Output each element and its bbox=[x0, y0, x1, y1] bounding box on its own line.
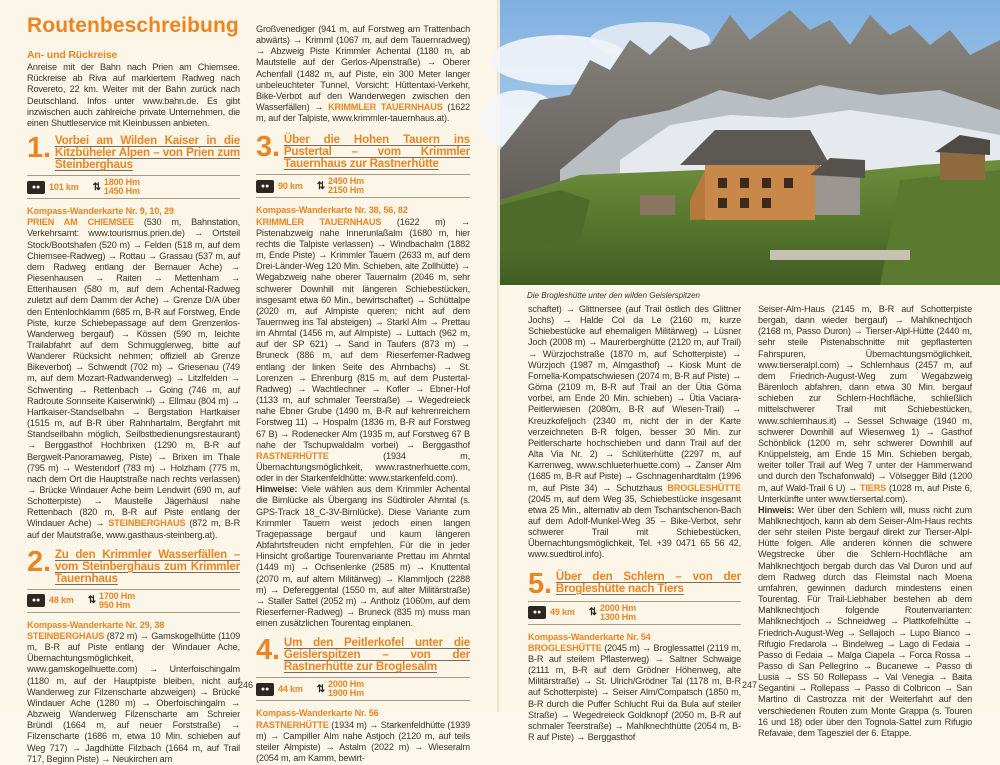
elevation-up: 1800 Hm bbox=[103, 177, 140, 188]
elevation-up: 2000 Hm bbox=[328, 679, 364, 690]
route-start: BROGLESHÜTTE bbox=[528, 642, 602, 653]
route-waypoint: BROGLESHÜTTE bbox=[667, 482, 742, 493]
map-reference: Kompass-Wanderkarte Nr. 29, 38 bbox=[27, 619, 165, 630]
intro-text: Anreise mit der Bahn nach Prien am Chiemsee. Rückreise ab Riva auf markiertem Radweg nach Rovereto, 22 km. Weiter mit der Bahn zurück nach Deutschland. Infos unter www.bahn.de. Es gibt inzwischen auch zahlreiche private Unternehmen, die einen Shuttleservice mit Kleinbussen anbieten. bbox=[27, 62, 240, 128]
route-distance: 49 km bbox=[550, 607, 575, 618]
left-column-2 bbox=[256, 24, 471, 763]
route-text: (530 m, Bahnstation, Verkehrsamt: www.tourismus.prien.de) → Ortsteil Stock/Bootshafen (520 m) → Felden (518 m, auf dem Chiemsee-Radweg) → Rottau → Grassau (537 m, auf dem Radweg entlang der Bernauer Ache) → Piesenhausen → Raiten → Mettenham → Ettenhausen (580 m, auf dem Achental-Radweg zuletzt auf dem Damm der Ache) → Grenze D/A über den Entenlochklamm (685 m, B-R auf Forstweg, Ende Piste, kurze Schiebepassage auf dem Grenzenlos-Wanderweg bergauf) → Kössen (590 m, leichte Trailabfahrt auf dem Schmugglerweg, bitte auf Wanderer Rücksicht nehmen; offiziell ab Grenze Bikeverbot) → Schwendt (702 m) → Griesenau (749 m, auf dem Mozart-Radwanderweg) → Litzlfelden → Schwenting → Rettenbach → Going (746 m, auf Radroute Sonnseite Kaiserwinkl) → Ellmau (804 m) → Hartkaiser-Standselbahn → Bergstation Hartkaiser (1515 m, auf B-R über Rahnhartalm, Bergfahrt mit Standseilbahn möglich, Seilbstbedienungsrestaurant) → Berggasthof Hochbrixen (1290 m, B-R auf Bergwelt-Panoramaweg, Piste) → Brixen im Thale (795 m) → Westendorf (783 m) → Holzham (775 m, nach dem Ort die Hauptstraße nach rechts verlassen) → Brücke Windauer Ache beim Lendwirt (690 m, auf Schotterpiste) → Maustelle Jägerhäusl nahe Rettenbach (820 m, B-R auf Piste entlang der Windauer Ache) → bbox=[27, 217, 241, 529]
up-down-arrow-icon: ⇅ bbox=[316, 683, 326, 695]
bike-icon: ●● bbox=[27, 594, 45, 607]
route-text: schaftet) → Glittnerseе (auf Trail östlich des Glittner Jochs) → Halde Col da Le (2160 m, kurze Schiebestücke auf ehemaligen Militärweg) → Lüsner Joch (2008 m) → Maurerberghütte (2120 m, auf Trail) → Würzjochstraße (1870 m, auf Schotterpiste) → Würzjoch (1987 m, Almgasthof) → Kiosk Munt de Fornella-Kompatschwiesen (2074 m, B-R auf Piste) → Göma (2109 m, B-R auf Trail an der Ütia Göma vorbei, am Ende 20 Min. schieben) → Ütia Vaciara-Peitlerwiesen (2080m, B-R auf Wiesen-Trail) → Kreuzkofeljoch (2340 m, nicht der in der Karte verzeichneten B-R folgen, besser 30 Min. zur Peitlerscharte hochschieben und dann Trail auf der Alta Via Nr. 2) → Schlüterhütte (2297 m, auf Karrenweg, www.schlueterhuette.com) → Zanser Alm (1685 m, B-R auf Piste) → Gschnagenhardtalm (1996 m, auf Piste 34) → Schutzhaus bbox=[528, 304, 741, 493]
route-title: Um den Peitlerkofel unter die Geislerspitzen – von der Rastnerhütte zur Broglesalm bbox=[283, 636, 470, 674]
page-number-left: 246 bbox=[238, 680, 254, 690]
route-start: KRIMMLER TAUERNHAUS bbox=[256, 216, 382, 227]
elevation bbox=[88, 592, 135, 610]
up-down-arrow-icon: ⇅ bbox=[588, 607, 598, 619]
route-start: PRIEN AM CHIEMSEE bbox=[27, 217, 134, 228]
route-end-text: (1622 m, auf der Talpiste, www.krimmler-tauernhaus.at). bbox=[256, 102, 470, 124]
hint-label: Hinweise: bbox=[256, 484, 298, 495]
elevation-down: 1300 Hm bbox=[600, 611, 636, 622]
route-heading-1 bbox=[27, 132, 240, 172]
left-column-1 bbox=[27, 49, 241, 764]
route-description bbox=[27, 217, 240, 541]
route-text: (1934 m) → Starkenfeldhütte (1939 m) → Campiller Alm nahe Astjoch (2120 m, auf teils steiler Almpiste) → Astalm (2022 m) → Wieseralm (2054 m, am Kamm, bewirt- bbox=[256, 719, 470, 763]
route-distance: 48 km bbox=[49, 595, 74, 606]
route-start: STEINBERGHAUS bbox=[27, 630, 105, 641]
route-stats-3 bbox=[256, 174, 470, 198]
route-stats-4 bbox=[256, 677, 470, 701]
elevation-down: 1900 Hm bbox=[328, 688, 364, 699]
route-description bbox=[256, 720, 470, 765]
route-text: (2045 m) → Broglessattel (2119 m, B-R auf steilem Pflasterweg) → Saltner Schwaige (2111 m, B-R auf dem Grödner Höhenweg, alte Militärstraße) → St. Ulrich/Grödner Tal (1178 m, B-R auf Schotterpiste) → Seiser Alm/Compatsch (1850 m, B-R durch die Puffer Schlucht Rui da Bula auf steiler Straße) → Wegedreieck Goldknopf (2050 m, B-R auf schmaler Teerstraße) → Mahlknechthütte (2054 m, B-R auf Piste) → Berggasthof bbox=[528, 642, 741, 742]
route-stats-1 bbox=[27, 175, 240, 199]
route-number: 1. bbox=[27, 132, 51, 165]
continued-text bbox=[528, 304, 741, 561]
bike-icon: ●● bbox=[256, 683, 274, 696]
route-text: (872 m) → Gamskogelhütte (1109 m, B-R auf Piste entlang der Windauer Ache, Übernachtungsmöglichkeit, www.gamskogelhuette.com) → Unterfoischingalm (1180 m, auf der Hauptpiste bleiben, nicht auf Wanderweg zur Filzenscharte abzweigen) → Brücke Windauer Ache (1280 m) → Oberfoischingalm → Abzweig Wanderweg Filzenscharte am Schreier Bründl (1664 m, auf neuer Forststraße) → Filzenscharte (1686 m, etwa 10 Min. schieben auf Weg 717) → Jagdhütte Filzbach (1664 m, auf Trail 717, Beginn Piste) → Neukirchen am bbox=[27, 630, 241, 764]
up-down-arrow-icon: ⇅ bbox=[316, 180, 326, 192]
route-number: 3. bbox=[256, 131, 280, 164]
route-hint bbox=[758, 505, 972, 739]
right-column-2 bbox=[758, 304, 973, 738]
route-description bbox=[528, 643, 741, 743]
route-title: Zu den Krimmler Wasserfällen – vom Steinberghaus zum Krimmler Tauernhaus bbox=[54, 547, 240, 585]
photo-caption: Die Brogleshütte unter den wilden Geislerspitzen bbox=[527, 291, 700, 300]
route-text: Großvenediger (941 m, auf Forstweg am Trattenbach abwärts) → Krimml (1067 m, auf dem Tauernradweg) → Abzweig Piste Krimmler Achental (1180 m, ab Mautstelle auf der Gerlos-Alpenstraße) → Oberer Achenfall (1482 m, auf Piste, ein 300 Meter langer unbeleuchteter Tunnel, Vorsicht: Hüttentaxi-Verkehr, Bike-Verbot auf den Wanderwegen zwischen den Wasserfällen) → bbox=[256, 24, 470, 113]
elevation-down: 1450 Hm bbox=[103, 186, 140, 197]
elevation bbox=[93, 178, 140, 196]
route-stats-2 bbox=[27, 589, 240, 613]
hint-label: Hinweis: bbox=[758, 504, 795, 515]
hint-text: Wer über den Schlern will, muss nicht zum Mahlknechtjoch, kann ab dem Seiser-Alm-Haus rechts der sehr steilen Piste bergauf direkt zur Tierser-Alpl-Hütte folgen. Alle anderen können die schwere Wegstrecke über die Schlern-Hochfläche am Mahlknechtjoch bergab durch das Val Duron und auf dem Radweg durch das Fleimstal nach Moena umfahren, gewinnen dadurch mindestens einen Tourentag. Für Trail-Liebhaber bestehen ab dem Mahlknechtjoch folgende Routenvarianten: Mahlknechtjoch → Schneidweg → Plattkofelhütte → Friedrich-August-Weg → Sellajoch → Lupo Bianco → Rifugio Fredarola → Bindelweg → Lago di Fedaia → Passo di Fedaia → Malga Ciapela → Forca Rossa → Passo di San Pellegrino → Bucanewe → Passo di Lusia → SS 50 Rollepass → Val Venegia → Baita Segantini → Rollepass → Passo di Colbricon → San Martino di Castrozza mit der Weiterfahrt auf den verschiedenen Routen zum Monte Grappa (s. Touren 16 und 18) oder über den Tognola-Sattel zum Rifugio Refavaie, dem Tagesziel der 6. Etappe. bbox=[758, 504, 973, 738]
route-end-text: (1028 m, auf Piste 6, Unterkünfte unter www.tiersertal.com). bbox=[758, 482, 972, 504]
page-title: Routenbeschreibung bbox=[27, 14, 239, 37]
route-text: Seiser-Alm-Haus (2145 m, B-R auf Schotterpiste bergab, dann wieder bergauf) → Mahlknechtjoch (2168 m, Passo Duron) → Tierser-Alpl-Hütte (2440 m, sehr steile Pistenabschnitte mit gepflasterten Fahrspuren, Übernachtungsmöglichkeit, www.tierseralpl.com) → Schlernhaus (2457 m, auf dem Friedrich-August-Weg zum Wegabzweig Bärenloch abfahren, dann etwa 30 Min. bergauf schieben zur Schlern-Hochfläche, schließlich mittelschwerer Trail mit Schiebestücken, www.schlernhaus.it) → Sessel Schwaige (1940 m, schwerer Downhill auf Wiesenweg 1) → Gasthof Schönblick (1200 m, sehr schwerer Downhill auf Knüppelsteig, am Ende 15 Min. Schieben bergab, weiter toller Trail auf Weg 7 unter der Hammerwand und durch den Tschafonwald) → Völsegger Bild (1200 m, auf Wald-Trail 6 U) → bbox=[758, 304, 972, 493]
route-distance: 44 km bbox=[278, 683, 303, 694]
elevation bbox=[317, 177, 364, 195]
elevation bbox=[589, 604, 636, 622]
route-text: (1622 m) → Pistenabzweig nahe Innerunlaßalm (1680 m, hier rechts die Talpiste verlassen) → Windbachalm (1882 m, Ende Piste) → Krimmler Tauern (2633 m, auf dem Drei-Länder-Weg 120 Min. Schieben, alte Zollhütte) → Wegabzweig nahe oberer Tauernalm (2046 m, sehr schwerer Downhill mit längeren Schiebestücken, insgesamt etwa 60 Min., bewirtschaftet) → Schüttalpe (2020 m, auf Almpiste queren; nicht auf dem Tauernweg ins Tal absteigen) → Starkl Alm → Prettau im Ahrntal (1456 m, auf Almpiste) → Luttach (962 m, auf der SP 621) → Sand in Taufers (873 m) → Bruneck (886 m, auf dem Rieserferner-Radweg entlang der linken Seite des Ahrnbachs) → St. Lorenzen → Ehrenburg (815 m, auf dem Pustertal-Radweg) → Wachtlechner → Kofler → Ebner-Hof (1133 m, auf schmaler Teerstraße) → Wegedreieck nahe Ebner Grube (1490 m, B-R auf kehrenreichem Forstweg 11) → Hospalm (1836 m, B-R auf Forstweg 67 B) → Rodenecker Alm (1935 m, auf Forstweg 67 B nahe der Tschupwaldalm vorbei) → Berggasthof bbox=[256, 216, 470, 450]
section-title-arrival: An- und Rückreise bbox=[27, 49, 118, 61]
route-end: RASTNERHÜTTE bbox=[256, 450, 329, 461]
route-title: Über die Hohen Tauern ins Pustertal – vom Krimmler Tauernhaus zur Rastnerhütte bbox=[283, 133, 470, 171]
elevation-up: 1700 Hm bbox=[99, 590, 135, 601]
continued-text bbox=[256, 24, 470, 124]
map-reference: Kompass-Wanderkarte Nr. 9, 10, 29 bbox=[27, 206, 174, 217]
route-end-text: (1934 m, Übernachtungsmöglichkeit, www.rastnerhuette.com, oder in der Starkenfeldhütte: www.starkenfeld.com). bbox=[256, 450, 470, 484]
elevation-up: 2000 Hm bbox=[600, 602, 636, 613]
route-end: TIERS bbox=[859, 482, 887, 493]
map-reference: Kompass-Wanderkarte Nr. 54 bbox=[528, 631, 651, 642]
bike-icon: ●● bbox=[27, 181, 45, 194]
route-description bbox=[256, 217, 470, 485]
route-stats-5 bbox=[528, 601, 741, 625]
route-title: Über den Schlern – von der Brogleshütte nach Tiers bbox=[555, 569, 741, 595]
route-heading-4 bbox=[256, 634, 470, 674]
route-end: KRIMMLER TAUERNHAUS bbox=[328, 102, 443, 113]
elevation-up: 2450 Hm bbox=[328, 176, 364, 187]
mountain-photo bbox=[500, 0, 1000, 285]
elevation-down: 2150 Hm bbox=[328, 185, 364, 196]
route-waypoint-text: (2045 m, auf dem Weg 35, Schiebestücke insgesamt etwa 25 Min., alternativ ab dem Tschantschenon-Bach auf dem Adolf-Munkel-Weg 35 – Bike-Verbot, sehr schwerer Trail mit Schiebestücken, Übernachtungsmöglichkeit, Tel. +39 0471 65 56 42, www.suedtirol.info). bbox=[528, 493, 741, 560]
route-distance: 90 km bbox=[278, 180, 303, 191]
elevation bbox=[317, 680, 364, 698]
left-page bbox=[0, 0, 499, 764]
route-title: Vorbei am Wilden Kaiser in die Kitzbüheler Alpen – von Prien zum Steinberghaus bbox=[54, 134, 240, 172]
brogles-hut-photo bbox=[500, 0, 1000, 285]
route-heading-2 bbox=[27, 545, 240, 585]
page-number-right: 247 bbox=[742, 680, 758, 690]
route-number: 4. bbox=[256, 634, 280, 667]
right-column-1 bbox=[528, 304, 742, 742]
elevation-down: 950 Hm bbox=[99, 599, 131, 610]
route-heading-5 bbox=[528, 567, 741, 600]
right-page bbox=[500, 0, 1000, 742]
up-down-arrow-icon: ⇅ bbox=[87, 595, 97, 607]
hint-text: Viele wählen aus dem Krimmler Achental die Birnlücke als Übergang ins Südtiroler Ahrntal (s. GPS-Track 18_C-3V-Birnlücke). Diese Variante zum Krimmler Tauern weist jedoch einen langen Tragepassage bergauf und kaum längeren Abfahrtsfreuden nicht empfehlen. Für die in jeder Hinsicht großartige Tourenvariante Prettau im Ahrntal (1449 m) → Ochsenlenke (2585 m) → Knuttental (2070 m, auf altem Militärweg) → Klammljoch (2288 m) → Defereggental (1550 m, auf alter Militärstraße) → Staller Sattel (2052 m) → Antholz (1060m, auf dem Rieserferner-Radweg) → Bruneck (835 m) muss man einen zusätzlichen Tourentag einplanen. bbox=[256, 484, 471, 629]
route-start: RASTNERHÜTTE bbox=[256, 719, 329, 730]
map-reference: Kompass-Wanderkarte Nr. 38, 56, 82 bbox=[256, 205, 408, 216]
continued-text bbox=[758, 304, 972, 505]
route-distance: 101 km bbox=[49, 181, 79, 192]
route-number: 2. bbox=[27, 545, 51, 578]
route-end: STEINBERGHAUS bbox=[108, 518, 186, 529]
route-description bbox=[27, 631, 240, 765]
bike-icon: ●● bbox=[528, 606, 546, 619]
route-hint bbox=[256, 484, 470, 629]
route-number: 5. bbox=[528, 567, 552, 600]
route-end-text: (872 m, B-R auf der Mautstraße, www.gasthaus-steinberg.at). bbox=[27, 518, 241, 540]
map-reference: Kompass-Wanderkarte Nr. 56 bbox=[256, 708, 379, 719]
up-down-arrow-icon: ⇅ bbox=[92, 181, 101, 193]
route-heading-3 bbox=[256, 131, 470, 171]
bike-icon: ●● bbox=[256, 180, 274, 193]
